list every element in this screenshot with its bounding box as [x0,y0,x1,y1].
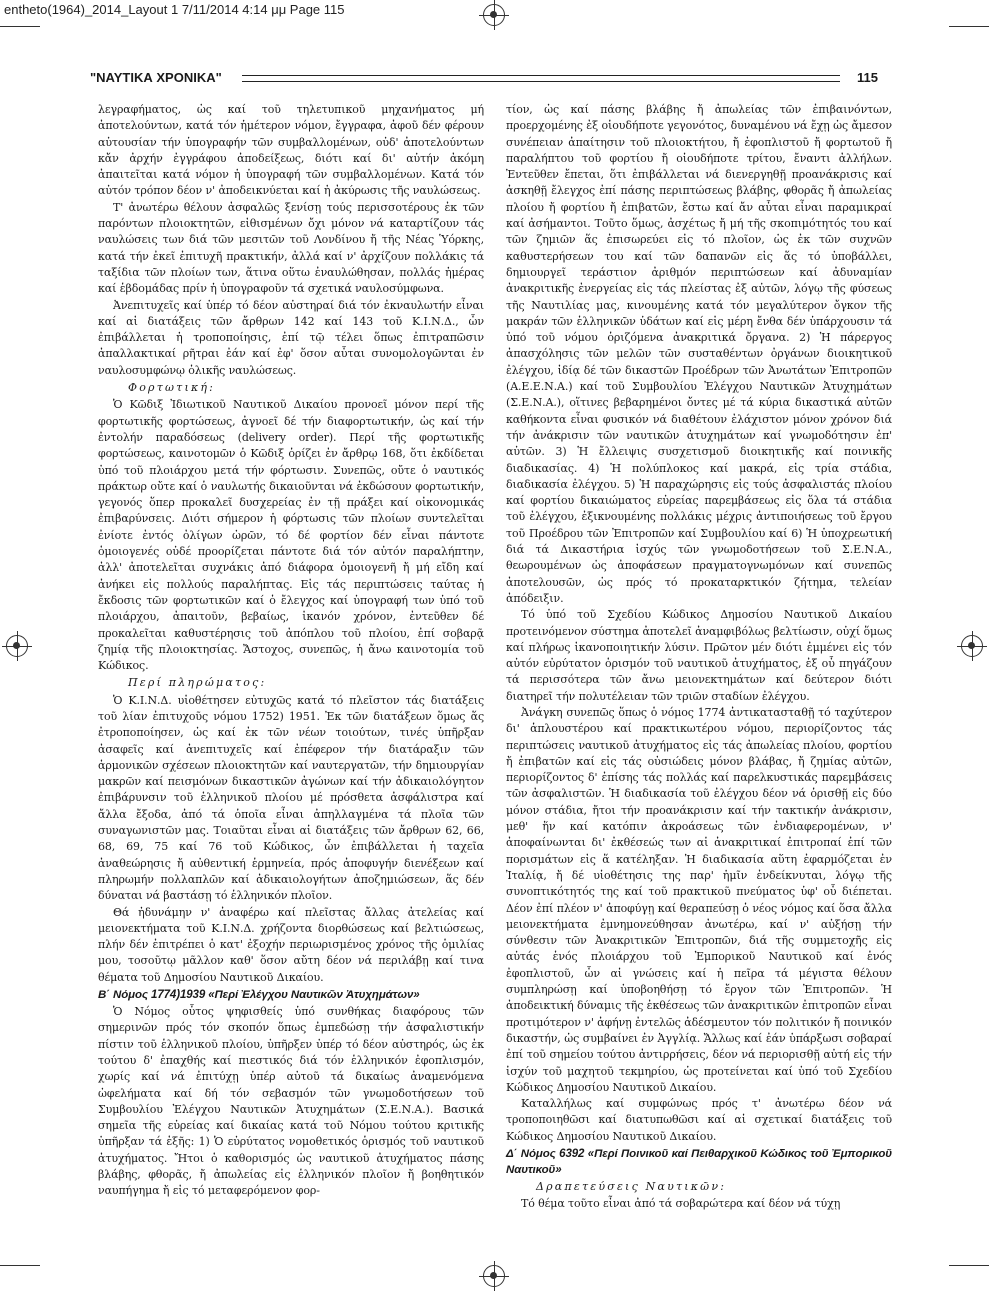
paragraph: λεγραφήματος, ὡς καί τοῦ τηλετυπικοῦ μηχανήματος μή ἀποτελούντων, κατά τόν ἡμέτερον νόμον, ἔγγραφα, ἀφοῦ δέν φέρουν αὐτουσίαν τήν ὑπογραφήν τῶν συμβαλλομένων, οὐδ' ἀποτελούντων κἄν ἀρχήν ἐγγράφου ἀποδείξεως, διότι καί δι' αὐτήν ἀκόμη ἀπαιτεῖται κατά νόμον ἡ ὑπογραφή τῶν συμβαλλομένων. Κατά τόν αὐτόν τρόπον δέον ν' ἀποδεικνύεται καί ἡ ἀκύρωσις τῆς ναυλώσεως. [98,103,484,198]
registration-mark-icon [961,635,983,657]
section-subheading: Φορτωτική: [128,381,216,395]
print-slug: entheto(1964)_2014_Layout 1 7/11/2014 4:14 μμ Page 115 [4,2,345,17]
paragraph: Ἀνάγκη συνεπῶς ὅπως ὁ νόμος 1774 ἀντικατασταθῇ τό ταχύτερον δι' ἁπλουστέρου καί πρακτικωτέρου νόμου, περιορίζοντος τάς περιπτώσεις ναυτικοῦ ἀτυχήματος εἰς τάς ἀπωλείας πλοίου, φορτίου ἤ ἐπιβατῶν καί εἰς τάς οὐσιώδεις μόνον βλάβας, ἤ ζημίας αὐτῶν, περιορίζοντος δ' ἐπίσης τάς πολλάς καί παρελκυστικάς παρεμβάσεις τῶν ἀσφαλιστῶν. Ἡ διαδικασία τοῦ ἐλέγχου δέον νά ὁρισθῇ εἰς δύο μόνον στάδια, ἤτοι τήν προανάκρισιν καί τήν τακτικήν ἀνάκρισιν, μεθ' ἥν καί κατόπιν ἀκροάσεως τῶν ἐνδιαφερομένων, ν' ἀποφαίνωνται δι' ἐκθέσεώς των αἱ ἀνακριτικαί ἐπιτροπαί ἐπί τῶν πορισμάτων εἰς ἅ κατέληξαν. Ἡ διαδικασία αὕτη ἐφαρμόζεται ἐν Ἰταλίᾳ, ἤ δέ υἱοθέτησις της παρ' ἡμῖν ἐνδείκνυται, λόγῳ τῆς συνοπτικότητός της καί τοῦ πρακτικοῦ πνεύματος ὑφ' οὗ διέπεται. Δέον ἐπί πλέον ν' ἀποφύγῃ καί θεραπεύσῃ ὁ νέος νόμος καί ὅσα ἄλλα μειονεκτήματα ἐμνημονεύθησαν ἀνωτέρω, καί ν' αὐξήσῃ τήν σύνθεσιν τῶν Ἀνακριτικῶν Ἐπιτροπῶν, διά τῆς συμμετοχῆς εἰς αὐτάς ἑνός πλοιάρχου τοῦ Ἐμπορικοῦ Ναυτικοῦ καί ἑνός ἐφοπλιστοῦ, ὧν αἱ γνώσεις καί ἡ πεῖρα τά μέγιστα θέλουν συμπληρώσῃ καί ὑποβοηθήσῃ τό ἔργον τῶν Ἐπιτροπῶν. Ἡ ἀποδεικτική δύναμις τῆς ἐκθέσεως τῶν ἀνακριτικῶν ἐπιτροπῶν εἶναι προτιμότερον ν' ἀφήνῃ ἐντελῶς ἀδέσμευτον τόν πολιτικόν ἤ ποινικόν δικαστήν, ὡς συμβαίνει ἐν Ἀγγλίᾳ. Ἄλλως καί ἐάν ὑπάρξωσι σοβαραί ἐπί τοῦ σημείου τούτου ἀντιρρήσεις, δέον νά περιορισθῇ αὐτή εἰς τήν ἰσχύν τοῦ μαχητοῦ τεκμηρίου, ὡς προτείνεται καί ὑπό τοῦ Σχεδίου Κώδικος Δημοσίου Ναυτικοῦ Δικαίου. [506,705,892,1094]
law-heading: Δ΄ Νόμος 6392 «Περί Ποινικοῦ καί Πειθαρχικοῦ Κώδικος τοῦ Ἐμπορικοῦ Ναυτικοῦ» [506,1148,892,1176]
paragraph: Ὁ Κῶδιξ Ἰδιωτικοῦ Ναυτικοῦ Δικαίου προνοεῖ μόνον περί τῆς φορτωτικῆς φορτώσεως, ἀγνοεῖ δέ τήν διαφορτωτικήν, ὡς καί τήν ἐντολήν παραδόσεως (delivery order). Περί τῆς φορτωτικῆς φορτώσεως, καινοτομῶν ὁ Κῶδιξ ὁρίζει ἐν ἄρθρῳ 168, ὅτι ἐκδίδεται ὑπό τοῦ πλοιάρχου μετά τήν φόρτωσιν. Συνεπῶς, οὔτε ὁ ναυτικός πράκτωρ οὔτε καί ὁ ναυλωτής δικαιοῦνται νά ἐκδώσουν φορτωτικήν, γεγονός ὅπερ προκαλεῖ δυσχερείας ἐν τῇ πράξει καί οἰκονομικάς ἐπιβαρύνσεις. Διότι σήμερον ἡ φόρτωσις τῶν πλοίων συντελεῖται ἐνίοτε ἐντός ὀλίγων ὡρῶν, τό δέ φορτίον δέν εἶναι πάντοτε ὁμοιογενές οὐδέ προορίζεται πάντοτε διά τόν αὐτόν παραλήπτην, ἀλλ' ἀποτελεῖται συχνάκις ἀπό διάφορα ὁμοιογενῆ ἤ μή εἴδη καί ἀνήκει εἰς πολλούς παραλήπτας. Εἰς τάς περιπτώσεις ταύτας ἡ ἔκδοσις τῶν φορτωτικῶν καί ὁ ἔλεγχος καί ὑπογραφή των ὑπό τοῦ πλοιάρχου, ἀπαιτοῦν, βεβαίως, ἱκανόν χρόνον, ἐντεῦθεν δέ προκαλεῖται καθυστέρησις τοῦ ἀπόπλου τοῦ πλοίου, ἐπί σοβαρᾷ ζημίᾳ τῆς πλοιοκτησίας. Ἄστοχος, συνεπῶς, ἡ ἄνω καινοτομία τοῦ Κώδικος. [98,398,484,673]
paragraph: Τό ὑπό τοῦ Σχεδίου Κώδικος Δημοσίου Ναυτικοῦ Δικαίου προτεινόμενον σύστημα ἀποτελεῖ ἀναμφιβόλως βελτίωσιν, οὐχί ὅμως καί πλήρως ἱκανοποιητικήν λύσιν. Πρῶτον μέν διότι ἐμμένει εἰς τόν αὐτόν εὐρύτατον ὁρισμόν τοῦ ναυτικοῦ ἀτυχήματος, ἐξ οὗ πηγάζουν τά περισσότερα τῶν ἄνω μειονεκτημάτων καί δεύτερον διότι διατηρεῖ τήν πολυτέλειαν τῶν τριῶν σταδίων ἐλέγχου. [506,608,892,703]
running-header [90,70,878,88]
paragraph: Ἀνεπιτυχεῖς καί ὑπέρ τό δέον αὐστηραί διά τόν ἐκναυλωτήν εἶναι καί αἱ διατάξεις τῶν ἄρθρων 142 καί 143 τοῦ Κ.Ι.Ν.Δ., ὧν ἐπιβάλλεται ἡ τροποποίησις, ἐπί τῷ τέλει ὅπως ἐπιτραπῶσιν ἀπαλλακτικαί ρῆτραι ἐάν καί ἐφ' ὅσον αὗται συνομολογῶνται ἐν ναυλοσυμφώνῳ ὁλικῆς ναυλώσεως. [98,298,484,377]
paragraph: Τό θέμα τοῦτο εἶναι ἀπό τά σοβαρώτερα καί δέον νά τύχῃ [521,1197,841,1211]
journal-title: "ΝΑΥΤΙΚΑ ΧΡΟΝΙΚΑ" [90,70,222,85]
crop-mark [949,26,989,27]
left-column [98,102,484,1200]
page-number: 115 [857,70,878,85]
section-subheading: Περί πληρώματος: [128,676,267,690]
right-column [506,102,892,1213]
crop-mark [0,26,40,27]
paragraph: τίον, ὡς καί πάσης βλάβης ἤ ἀπωλείας τῶν ἐπιβαινόντων, προερχομένης ἐξ οἱουδήποτε γεγονότος, δυναμένου νά ἔχῃ ὡς ἄμεσον συνέπειαν ἀπαίτησιν τοῦ πλοιοκτήτου, ἤ ἐφοπλιστοῦ ἤ φορτωτοῦ ἤ παραλήπτου τοῦ φορτίου ἤ οἱουδήποτε τρίτου, ἔναντι ἀλλήλων. Ἐντεῦθεν ἔπεται, ὅτι ἐπιβάλλεται νά διενεργηθῇ προανάκρισις καί ἀσκηθῇ ἔλεγχος ἐπί πάσης περιπτώσεως βλάβης, φθορᾶς ἤ ἀπωλείας πλοίου ἤ φορτίου ἤ ἐπιβατῶν, ἔστω καί ἄν αὗται εἶναι παραμικραί καί ἀσήμαντοι. Τοῦτο ὅμως, ἀσχέτως ἤ μή τῆς σκοπιμότητός του καί τῶν ζημιῶν ἅς ἐπισωρεύει εἰς τό πλοῖον, ὡς ἐκ τῶν συχνῶν καθυστερήσεων του καί τῶν δαπανῶν εἰς ἅς τό ὑποβάλλει, δημιουργεῖ τεράστιον ἀριθμόν περιπτώσεων καί ἀδυναμίαν ἀνακριτικῆς ἐνεργείας εἰς τάς πλείστας ἐξ αὐτῶν, λόγῳ τῆς φύσεως τῆς Ναυτιλίας μας, κινουμένης κατά τόν μεγαλύτερον ὄγκον τῆς μακράν τῶν ἑλληνικῶν ὑδάτων καί εἰς μέρη ἔνθα δέν ὑπάρχουσιν τά ὑπό τοῦ νόμου ὁριζόμενα ἀνακριτικά ὄργανα. 2) Ἡ πάρεργος ἀπασχόλησις τῶν μελῶν τῶν συσταθέντων ὀργάνων διοικητικοῦ ἐλέγχου, ἰδίᾳ δέ τῶν δικαστῶν Προέδρων τῶν Ἀνωτάτων Ἐπιτροπῶν (Α.Ε.Ε.Ν.Α.) καί τοῦ Συμβουλίου Ἐλέγχου Ναυτικῶν Ἀτυχημάτων (Σ.Ε.Ν.Α.), οἵτινες βεβαρημένοι ὄντες μέ τά κύρια δικαστικά αὐτῶν καθήκοντα εἶναι φυσικόν νά διαθέτουν ἐλάχιστον μόνον χρόνον διά τήν ἀνάκρισιν τῶν ναυτικῶν ἀτυχημάτων καί γνωμοδότησιν ἐπ' αὐτῶν. 3) Ἡ ἔλλειψις συσχετισμοῦ διοικητικῆς καί ποινικῆς διαδικασίας. 4) Ἡ πολύπλοκος καί μακρά, εἰς τρία στάδια, διαδικασία ἐλέγχου. 5) Ἡ παραχώρησις εἰς τούς ἀσφαλιστάς πλοίου καί φορτίου δικαιώματος εὐρείας παρεμβάσεως εἰς ὅλα τά στάδια τοῦ ἐλέγχου, ἐξικνουμένης πολλάκις μέχρις ἀντιποιήσεως τοῦ ἔργου τοῦ Προέδρου τῶν Ἐπιτροπῶν καί Συμβουλίου καί 6) Ἡ ὑποχρεωτική διά τά Δικαστήρια ἰσχύς τῶν γνωμοδοτήσεων τοῦ Σ.Ε.Ν.Α., θεωρουμένων ὡς ἀποφάσεων πραγματογνωμόνων καί συνεπῶς ἀποτελουσῶν, ὡς πρός τό προκαταρκτικόν ζήτημα, τελείαν ἀπόδειξιν. [506,103,892,605]
paragraph: Τ' ἀνωτέρω θέλουν ἀσφαλῶς ξενίσῃ τούς περισσοτέρους ἐκ τῶν παρόντων πλοιοκτητῶν, εἰθισμένων ὄχι μόνον νά καταρτίζουν τάς ναυλώσεις των διά τῶν μεσιτῶν τοῦ Λονδίνου ἤ τῆς Νέας Ὑόρκης, κατά τήν ἐκεῖ ἐπιτυχῆ πρακτικήν, ἀλλά καί ν' ἀρχίζουν πολλάκις τά ταξίδια τῶν πλοίων των, ἅτινα οὕτω ἐναυλώθησαν, πολλάς ἡμέρας καί ἑβδομάδας πρίν ἡ ὑπογραφοῦν τά σχετικά ναυλοσύμφωνα. [98,200,484,296]
registration-mark-icon [483,4,505,26]
paragraph: Ὁ Κ.Ι.Ν.Δ. υἱοθέτησεν εὐτυχῶς κατά τό πλεῖστον τάς διατάξεις τοῦ λίαν ἐπιτυχοῦς νόμου 1752) 1951. Ἐκ τῶν διατάξεων ὅμως ἅς ἐτροποποίησεν, ὡς καί ἐκ τῶν νέων τοιούτων, τινές ὑπῆρξαν ἀσαφεῖς καί ἀνεπιτυχεῖς καί ἐπέφερον τήν διατάραξιν τῶν ἁρμονικῶν σχέσεων πλοιοκτητῶν καί ναυτεργατῶν, τήν δημιουργίαν μακρῶν καί πεισμόνων δικαστικῶν ἀγώνων καί τήν ἀδικαιολόγητον ἐπιβάρυνσιν τοῦ ἑλληνικοῦ πλοίου μέ πρόσθετα ἀσφάλιστρα καί ἄλλα ἔξοδα, ἀπό τά ὁποῖα εἶναι ἀπηλλαγμένα τά πλοῖα τῶν συναγωνιστῶν μας. Τοιαῦται εἶναι αἱ διατάξεις τῶν ἄρθρων 62, 66, 68, 69, 75 καί 76 τοῦ Κώδικος, ὧν ἐπιβάλλεται ἡ ταχεῖα ἀναθεώρησις ἤ αὐθεντική ἑρμηνεία, πρός ἀποφυγήν διενέξεων καί πληρωμήν πολλαπλῶν καί ἀδικαιολογήτων ἀποζημιώσεων, ἅς δέν δύναται νά βαστάσῃ τό ἑλληνικόν πλοῖον. [98,693,484,903]
registration-mark-icon [6,635,28,657]
paragraph: Καταλλήλως καί συμφώνως πρός τ' ἀνωτέρω δέον νά τροποποιηθῶσι καί διατυπωθῶσι καί αἱ σχετικαί διατάξεις τοῦ Κώδικος Δημοσίου Ναυτικοῦ Δικαίου. [506,1097,892,1143]
crop-mark [0,1265,40,1266]
registration-mark-icon [483,1265,505,1287]
header-rule [242,75,840,82]
law-heading: Β΄ Νόμος 1774)1939 «Περί Ἐλέγχου Ναυτικῶν Ἀτυχημάτων» [98,989,420,1002]
crop-mark [949,1265,989,1266]
paragraph: Θά ἠδυνάμην ν' ἀναφέρω καί πλεῖστας ἄλλας ἀτελείας καί μειονεκτήματα τοῦ Κ.Ι.Ν.Δ. χρήζοντα διορθώσεως καί βελτιώσεως, πλήν δέν ἐπιτρέπει ὁ κατ' ἐξοχήν περιωρισμένος χρόνος τῆς ὁμιλίας μου, τοσοῦτῳ μᾶλλον καθ' ὅσον αὔτη δέον νά περιλάβῃ καί τινα θέματα τοῦ Δημοσίου Ναυτικοῦ Δικαίου. [98,905,484,984]
section-subheading: Δραπετεύσεις Ναυτικῶν: [536,1180,727,1193]
paragraph: Ὁ Νόμος οὗτος ψηφισθείς ὑπό συνθήκας διαφόρους τῶν σημερινῶν πρός τόν σκοπόν ὅπως ἐμπεδώσῃ τήν ἀσφαλιστικήν πίστιν τοῦ ἑλληνικοῦ πλοίου, ὑπῆρξεν ὑπέρ τό δέον αὐστηρός, ὡς ἐκ τούτου δ' ἐπαχθής καί πιεστικός διά τόν ἑλληνικόν ἐφοπλισμόν, χωρίς καί νά ἐπιτύχῃ ὑπέρ αὐτοῦ τά δικαίως ἀναμενόμενα ὠφελήματα καί δή τόν σεβασμόν τῶν γνωμοδοτήσεων τοῦ Συμβουλίου Ἐλέγχου Ναυτικῶν Ἀτυχημάτων (Σ.Ε.Ν.Α.). Βασικά σημεῖα τῆς εὐρείας καί δικαίας κατά τοῦ Νόμου τούτου κριτικῆς ὑπῆρξαν τά ἑξῆς: 1) Ὁ εὐρύτατος νομοθετικός ὁρισμός τοῦ ναυτικοῦ ἀτυχήματος. Ἤτοι ὁ καθορισμός ὡς ναυτικοῦ ἀτυχήματος πάσης βλάβης, φθορᾶς, ἤ ἀπωλείας εἰς ἑλληνικόν πλοῖον ἤ βοηθητικόν ναυπήγημα ἤ εἰς τό μεταφερόμενον φορ- [98,1005,484,1198]
